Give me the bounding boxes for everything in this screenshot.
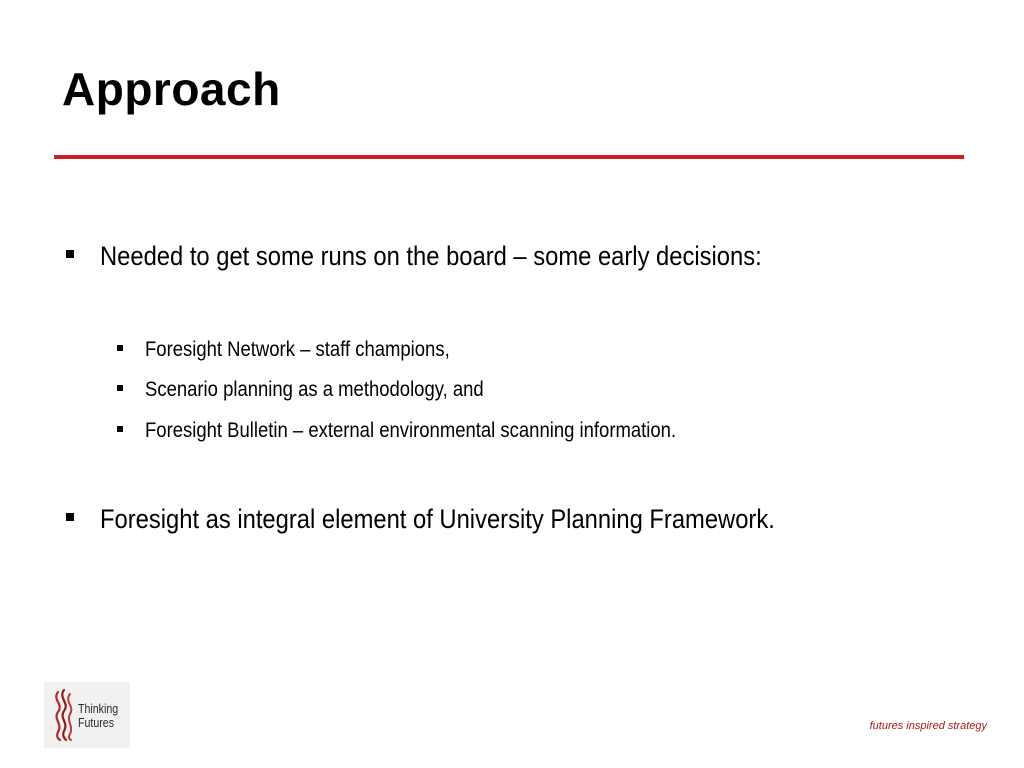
sub-bullet-text: Scenario planning as a methodology, and <box>145 378 484 401</box>
slide-title: Approach <box>62 63 281 115</box>
thinking-futures-logo <box>44 682 130 748</box>
square-bullet-icon <box>66 513 74 521</box>
square-bullet-icon <box>117 385 123 391</box>
bullet-item <box>66 241 852 272</box>
flame-swirl-icon <box>50 688 78 742</box>
sub-bullet-item <box>117 419 749 443</box>
title-divider <box>54 155 964 159</box>
sub-bullet-item <box>117 338 491 362</box>
bullet-text: Needed to get some runs on the board – some early decisions: <box>100 241 762 271</box>
sub-bullet-text: Foresight Network – staff champions, <box>145 338 450 361</box>
square-bullet-icon <box>117 426 123 432</box>
square-bullet-icon <box>66 250 74 258</box>
footer-tagline: futures inspired strategy <box>869 720 987 732</box>
square-bullet-icon <box>117 345 123 351</box>
sub-bullet-text: Foresight Bulletin – external environmental scanning information. <box>145 419 677 442</box>
bullet-text: Foresight as integral element of University Planning Framework. <box>100 504 775 534</box>
logo-line2: Futures <box>78 716 115 730</box>
sub-bullet-item <box>117 378 530 402</box>
logo-line1: Thinking <box>78 702 119 716</box>
bullet-item <box>66 504 867 535</box>
logo-wordmark <box>78 702 118 730</box>
